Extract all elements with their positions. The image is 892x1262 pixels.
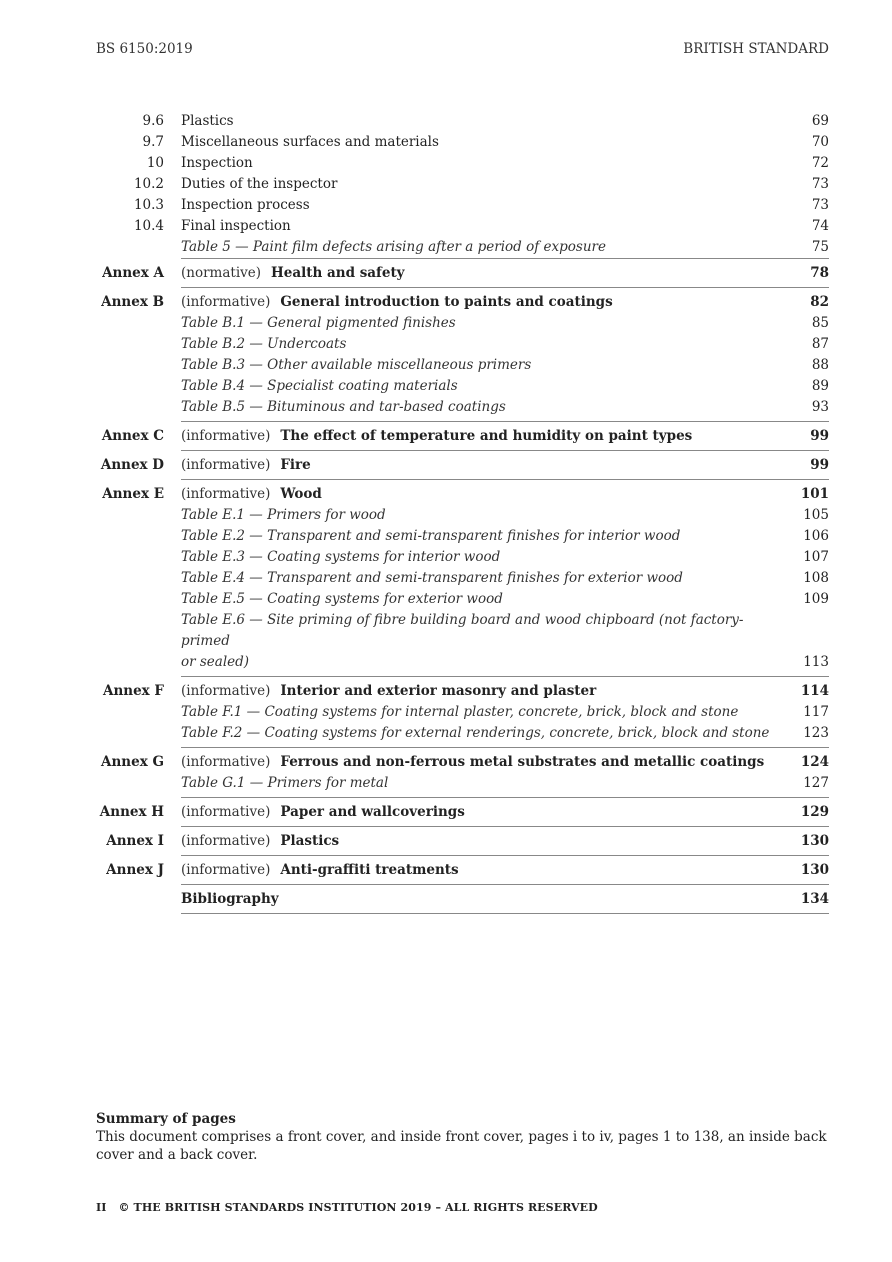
annex-title-cell <box>181 263 781 284</box>
annex-group <box>96 677 829 747</box>
table-entry[interactable] <box>96 702 829 723</box>
annex-page-number: 130 <box>800 862 829 878</box>
table-entry[interactable] <box>96 526 829 547</box>
summary-text: This document comprises a front cover, and inside front cover, pages i to iv, pages 1 to 138, an inside back cover and a back cover. <box>96 1129 827 1163</box>
annex-page-number: 114 <box>800 683 829 699</box>
entry-number: 9.7 <box>142 134 164 150</box>
table-caption-continued: or sealed) <box>181 654 250 670</box>
table-page-number: 108 <box>803 570 829 586</box>
table-caption: Table 5 — Paint film defects arising after a period of exposure <box>181 239 606 255</box>
entry-title: Miscellaneous surfaces and materials <box>181 134 439 150</box>
annex-page-number: 130 <box>800 833 829 849</box>
annex-group <box>96 856 829 884</box>
table-page-number: 113 <box>803 654 829 670</box>
entry-page-number: 70 <box>811 134 829 150</box>
table-entry[interactable] <box>96 505 829 526</box>
table-caption: Table E.2 — Transparent and semi-transparent finishes for interior wood <box>181 528 681 544</box>
annex-entry[interactable] <box>96 426 829 447</box>
annex-label: Annex I <box>106 833 164 849</box>
entry-number: 10.3 <box>133 197 164 213</box>
annex-kind: (informative) <box>181 862 271 878</box>
annex-label: Annex D <box>100 457 164 473</box>
table-entry[interactable] <box>96 568 829 589</box>
table-page-number: 93 <box>811 399 829 415</box>
annex-title: Fire <box>280 457 311 473</box>
annex-page-number: 78 <box>810 265 829 281</box>
annex-kind: (informative) <box>181 754 271 770</box>
annex-title-cell <box>181 681 781 702</box>
annex-title: Health and safety <box>271 265 405 281</box>
table-caption: Table B.1 — General pigmented finishes <box>181 315 456 331</box>
annex-kind: (informative) <box>181 294 271 310</box>
table-page-number: 88 <box>811 357 829 373</box>
annex-entry[interactable] <box>96 802 829 823</box>
footer-copyright: © THE BRITISH STANDARDS INSTITUTION 2019 – ALL RIGHTS RESERVED <box>118 1201 598 1214</box>
annex-entry[interactable] <box>96 752 829 773</box>
table-caption: Table B.2 — Undercoats <box>181 336 347 352</box>
table-caption: Table F.1 — Coating systems for internal plaster, concrete, brick, block and stone <box>181 704 739 720</box>
annex-entry[interactable] <box>96 455 829 476</box>
table-page-number: 109 <box>803 591 829 607</box>
annex-kind: (informative) <box>181 486 271 502</box>
annex-page-number: 99 <box>810 457 829 473</box>
entry-page-number: 75 <box>811 239 829 255</box>
summary-of-pages <box>96 1110 829 1164</box>
annex-label: Annex J <box>106 862 164 878</box>
annex-entry[interactable] <box>96 292 829 313</box>
annex-title-cell <box>181 860 781 881</box>
table-caption: Table E.4 — Transparent and semi-transparent finishes for exterior wood <box>181 570 683 586</box>
table-page-number: 123 <box>803 725 829 741</box>
annex-title: Plastics <box>280 833 340 849</box>
table-entry[interactable] <box>96 773 829 794</box>
table-page-number: 85 <box>811 315 829 331</box>
annex-title: Wood <box>280 486 322 502</box>
annex-entry[interactable] <box>96 263 829 284</box>
entry-title: Inspection process <box>181 197 310 213</box>
header-publisher: BRITISH STANDARD <box>683 41 829 57</box>
annex-title-cell <box>181 484 781 505</box>
table-caption: Table E.5 — Coating systems for exterior wood <box>181 591 503 607</box>
table-page-number: 107 <box>803 549 829 565</box>
table-page-number: 87 <box>811 336 829 352</box>
table-entry[interactable] <box>96 547 829 568</box>
toc-entry[interactable] <box>96 111 829 132</box>
annex-kind: (informative) <box>181 683 271 699</box>
bibliography-title: Bibliography <box>181 891 279 907</box>
table-entry[interactable] <box>96 355 829 376</box>
table-page-number: 106 <box>803 528 829 544</box>
annex-group <box>96 827 829 855</box>
toc-entry[interactable] <box>96 132 829 153</box>
divider-rule <box>181 913 829 914</box>
table-caption: Table F.2 — Coating systems for external renderings, concrete, brick, block and stone <box>181 725 770 741</box>
table-entry[interactable] <box>96 376 829 397</box>
entry-page-number: 73 <box>811 176 829 192</box>
table-page-number: 105 <box>803 507 829 523</box>
annex-group <box>96 259 829 287</box>
annex-kind: (informative) <box>181 833 271 849</box>
annex-title-cell <box>181 831 781 852</box>
annex-page-number: 82 <box>810 294 829 310</box>
annex-label: Annex C <box>101 428 164 444</box>
bibliography-group <box>96 885 829 913</box>
entry-number: 9.6 <box>142 113 164 129</box>
annex-group <box>96 748 829 797</box>
entry-number: 10.2 <box>133 176 164 192</box>
annex-entry[interactable] <box>96 484 829 505</box>
annex-title-cell <box>181 426 781 447</box>
annex-title-cell <box>181 455 781 476</box>
table-entry[interactable] <box>96 589 829 610</box>
entry-page-number: 73 <box>811 197 829 213</box>
table-caption: Table B.3 — Other available miscellaneous primers <box>181 357 532 373</box>
table-caption: Table E.1 — Primers for wood <box>181 507 386 523</box>
table-caption: Table G.1 — Primers for metal <box>181 775 389 791</box>
entry-title: Duties of the inspector <box>181 176 338 192</box>
table-entry[interactable] <box>96 610 829 652</box>
annex-kind: (informative) <box>181 457 271 473</box>
annex-label: Annex B <box>101 294 164 310</box>
entry-title: Final inspection <box>181 218 291 234</box>
entry-page-number: 69 <box>811 113 829 129</box>
annex-page-number: 99 <box>810 428 829 444</box>
annex-group <box>96 480 829 676</box>
annex-entry[interactable] <box>96 860 829 881</box>
annex-label: Annex F <box>102 683 164 699</box>
toc-entry[interactable] <box>96 174 829 195</box>
entry-page-number: 74 <box>811 218 829 234</box>
toc-entry[interactable] <box>96 216 829 237</box>
table-entry[interactable] <box>96 313 829 334</box>
summary-title: Summary of pages <box>96 1111 236 1127</box>
header-standard-number: BS 6150:2019 <box>96 41 193 57</box>
annex-group <box>96 422 829 450</box>
table-entry[interactable] <box>96 334 829 355</box>
annex-label: Annex E <box>102 486 164 502</box>
annex-label: Annex G <box>101 754 164 770</box>
table-page-number: 117 <box>803 704 829 720</box>
table-of-contents <box>96 111 829 914</box>
table-caption: Table E.6 — Site priming of fibre building board and wood chipboard (not factory-primed <box>181 612 744 649</box>
annex-title: Ferrous and non-ferrous metal substrates and metallic coatings <box>280 754 765 770</box>
annex-page-number: 101 <box>800 486 829 502</box>
table-caption: Table B.4 — Specialist coating materials <box>181 378 458 394</box>
annex-group <box>96 798 829 826</box>
toc-entry[interactable] <box>96 195 829 216</box>
annex-label: Annex H <box>99 804 164 820</box>
annex-title-cell <box>181 292 781 313</box>
annex-label: Annex A <box>102 265 164 281</box>
table-page-number: 89 <box>811 378 829 394</box>
annex-title-cell <box>181 752 781 773</box>
table-page-number: 127 <box>803 775 829 791</box>
annex-kind: (informative) <box>181 428 271 444</box>
table-entry[interactable] <box>96 397 829 418</box>
entry-title: Plastics <box>181 113 234 129</box>
toc-entry[interactable] <box>96 153 829 174</box>
table-caption: Table E.3 — Coating systems for interior wood <box>181 549 501 565</box>
annex-title: The effect of temperature and humidity on paint types <box>280 428 693 444</box>
entry-number: 10 <box>146 155 164 171</box>
annex-title: Interior and exterior masonry and plaster <box>280 683 597 699</box>
entry-number: 10.4 <box>133 218 164 234</box>
table-entry[interactable] <box>96 723 829 744</box>
annex-page-number: 129 <box>800 804 829 820</box>
footer-page-number: II <box>96 1201 107 1214</box>
annex-kind: (normative) <box>181 265 262 281</box>
table-caption: Table B.5 — Bituminous and tar-based coatings <box>181 399 506 415</box>
annex-title-cell <box>181 802 781 823</box>
annex-page-number: 124 <box>800 754 829 770</box>
toc-entry[interactable] <box>96 237 829 258</box>
annex-group <box>96 451 829 479</box>
annex-title: Anti-graffiti treatments <box>280 862 459 878</box>
page-footer <box>96 1201 598 1214</box>
entry-page-number: 72 <box>811 155 829 171</box>
bibliography-page-number: 134 <box>800 891 829 907</box>
annex-title: Paper and wallcoverings <box>280 804 465 820</box>
annex-entry[interactable] <box>96 681 829 702</box>
entry-title: Inspection <box>181 155 253 171</box>
annex-group <box>96 288 829 421</box>
table-entry-continued[interactable] <box>96 652 829 673</box>
annex-kind: (informative) <box>181 804 271 820</box>
bibliography-entry[interactable] <box>96 889 829 910</box>
annex-title: General introduction to paints and coatings <box>280 294 613 310</box>
annex-entry[interactable] <box>96 831 829 852</box>
